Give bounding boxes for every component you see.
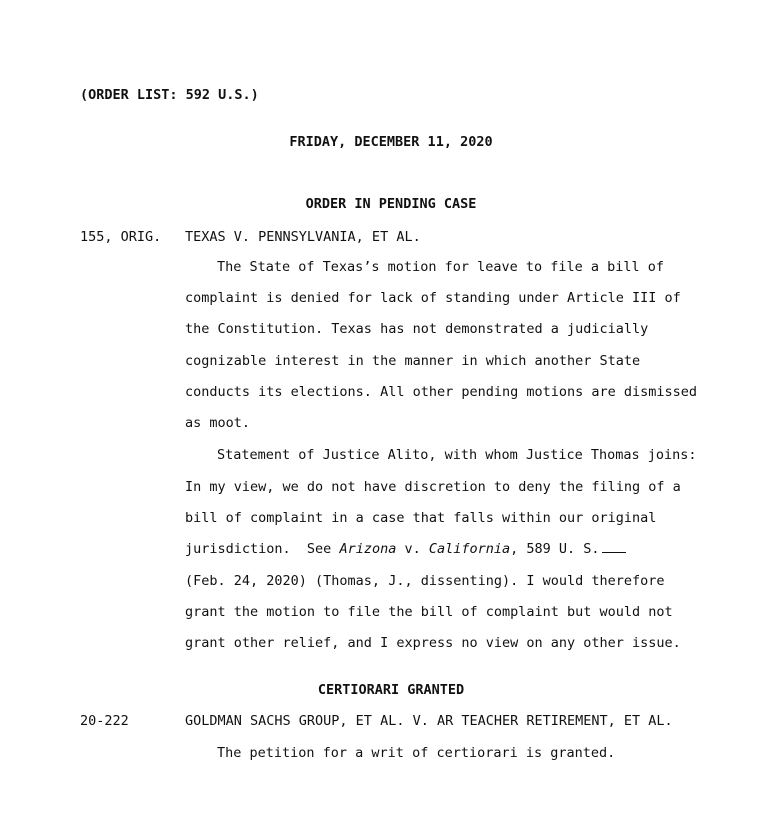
paragraph-line: the Constitution. Texas has not demonstrated a judicially (185, 321, 649, 337)
statement-line: In my view, we do not have discretion to deny the filing of a (185, 479, 681, 495)
case-title: GOLDMAN SACHS GROUP, ET AL. V. AR TEACHER RETIREMENT, ET AL. (185, 713, 673, 729)
section-heading-certiorari: CERTIORARI GRANTED (317, 682, 465, 698)
case-name-italic: California (428, 541, 511, 557)
order-date: FRIDAY, DECEMBER 11, 2020 (289, 134, 493, 150)
statement-line: grant other relief, and I express no view on any other issue. (185, 635, 681, 651)
case-title: TEXAS V. PENNSYLVANIA, ET AL. (185, 229, 421, 245)
certiorari-text: The petition for a writ of certiorari is granted. (217, 745, 616, 761)
statement-line: (Feb. 24, 2020) (Thomas, J., dissenting). I would therefore (185, 573, 665, 589)
section-heading-pending-case: ORDER IN PENDING CASE (305, 196, 477, 212)
paragraph-line: conducts its elections. All other pending motions are dismissed (185, 384, 698, 400)
paragraph-line: as moot. (185, 415, 251, 431)
statement-line: bill of complaint in a case that falls within our original (185, 510, 657, 526)
statement-line: grant the motion to file the bill of complaint but would not (185, 604, 673, 620)
order-list-label: (ORDER LIST: 592 U.S.) (80, 87, 259, 103)
paragraph-line: complaint is denied for lack of standing under Article III of (185, 290, 681, 306)
statement-text: v. (396, 541, 429, 557)
statement-line: Statement of Justice Alito, with whom Justice Thomas joins: (217, 447, 697, 463)
case-number: 20-222 (80, 713, 129, 729)
citation-blank (602, 542, 626, 553)
statement-line (185, 541, 626, 557)
case-name-italic: Arizona (339, 541, 397, 557)
case-number: 155, ORIG. (80, 229, 162, 245)
statement-text: , 589 U. S. (510, 541, 600, 557)
paragraph-line: cognizable interest in the manner in which another State (185, 353, 641, 369)
paragraph-line: The State of Texas’s motion for leave to file a bill of (217, 259, 665, 275)
statement-text: jurisdiction. See (185, 541, 340, 557)
